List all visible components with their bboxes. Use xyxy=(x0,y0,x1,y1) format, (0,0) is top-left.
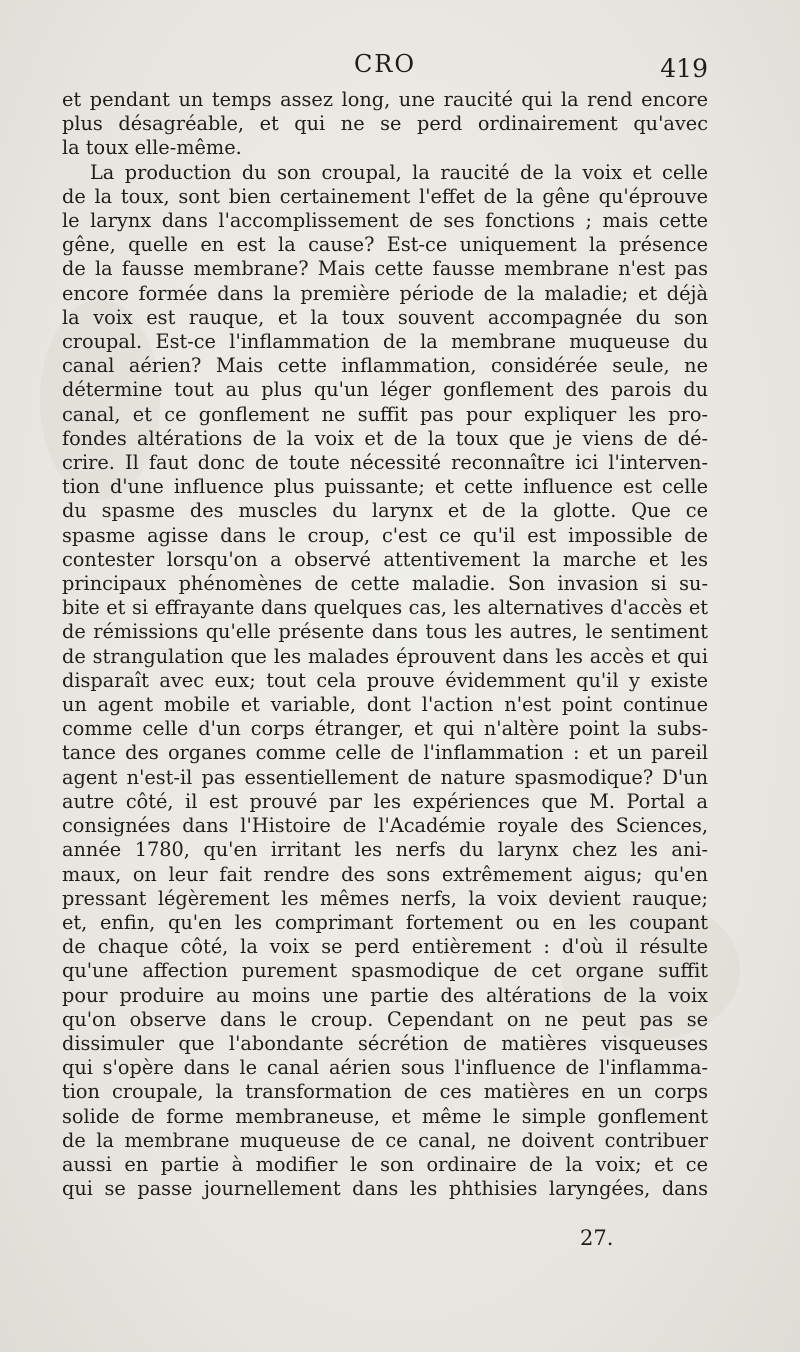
text-line: qui s'opère dans le canal aérien sous l'influence de l'inflamma- xyxy=(62,1056,708,1080)
text-line: tion croupale, la transformation de ces matières en un corps xyxy=(62,1080,708,1104)
text-line: qu'on observe dans le croup. Cependant on ne peut pas se xyxy=(62,1007,708,1031)
text-line: agent n'est-il pas essentiellement de nature spasmodique? D'un xyxy=(62,765,708,789)
text-line: principaux phénomènes de cette maladie. Son invasion si su- xyxy=(62,572,708,596)
text-line: un agent mobile et variable, dont l'action n'est point continue xyxy=(62,693,708,717)
text-line: et, enfin, qu'en les comprimant fortement ou en les coupant xyxy=(62,910,708,934)
text-line: plus désagréable, et qui ne se perd ordinairement qu'avec xyxy=(62,112,708,136)
text-line: La production du son croupal, la raucité de la voix et celle xyxy=(90,160,708,184)
text-line: maux, on leur fait rendre des sons extrêmement aigus; qu'en xyxy=(62,862,708,886)
text-line: la voix est rauque, et la toux souvent accompagnée du son xyxy=(62,305,708,329)
text-line: de rémissions qu'elle présente dans tous les autres, le sentiment xyxy=(62,620,708,644)
text-line: de la toux, sont bien certainement l'effet de la gêne qu'éprouve xyxy=(62,184,708,208)
text-line: qui se passe journellement dans les phthisies laryngées, dans xyxy=(62,1177,708,1201)
text-line: qu'une affection purement spasmodique de cet organe suffit xyxy=(62,959,708,983)
text-line: aussi en partie à modifier le son ordinaire de la voix; et ce xyxy=(62,1152,708,1176)
text-line: autre côté, il est prouvé par les expériences que M. Portal a xyxy=(62,789,708,813)
text-line: tance des organes comme celle de l'inflammation : et un pareil xyxy=(62,741,708,765)
signature-mark: 27. xyxy=(580,1226,614,1250)
text-line: canal, et ce gonflement ne suffit pas pour expliquer les pro- xyxy=(62,402,708,426)
text-line: consignées dans l'Histoire de l'Académie royale des Sciences, xyxy=(62,814,708,838)
text-line: de la membrane muqueuse de ce canal, ne doivent contribuer xyxy=(62,1128,708,1152)
text-line: de strangulation que les malades éprouvent dans les accès et qui xyxy=(62,644,708,668)
text-line: dissimuler que l'abondante sécrétion de matières visqueuses xyxy=(62,1031,708,1055)
page-number: 419 xyxy=(660,54,708,83)
text-line: le larynx dans l'accomplissement de ses fonctions ; mais cette xyxy=(62,209,708,233)
text-line: disparaît avec eux; tout cela prouve évidemment qu'il y existe xyxy=(62,668,708,692)
body-text xyxy=(62,88,708,1201)
text-line: fondes altérations de la voix et de la toux que je viens de dé- xyxy=(62,426,708,450)
text-line: tion d'une influence plus puissante; et cette influence est celle xyxy=(62,475,708,499)
text-line: solide de forme membraneuse, et même le simple gonflement xyxy=(62,1104,708,1128)
text-line: gêne, quelle en est la cause? Est-ce uniquement la présence xyxy=(62,233,708,257)
text-line: pressant légèrement les mêmes nerfs, la voix devient rauque; xyxy=(62,886,708,910)
text-line: spasme agisse dans le croup, c'est ce qu'il est impossible de xyxy=(62,523,708,547)
text-line: année 1780, qu'en irritant les nerfs du larynx chez les ani- xyxy=(62,838,708,862)
text-line: de chaque côté, la voix se perd entièrement : d'où il résulte xyxy=(62,935,708,959)
text-line: canal aérien? Mais cette inflammation, considérée seule, ne xyxy=(62,354,708,378)
text-line: du spasme des muscles du larynx et de la glotte. Que ce xyxy=(62,499,708,523)
text-line: et pendant un temps assez long, une raucité qui la rend encore xyxy=(62,88,708,111)
text-line: pour produire au moins une partie des altérations de la voix xyxy=(62,983,708,1007)
text-line: détermine tout au plus qu'un léger gonflement des parois du xyxy=(62,378,708,402)
running-head-title: CRO xyxy=(353,50,417,78)
text-line: comme celle d'un corps étranger, et qui n'altère point la subs- xyxy=(62,717,708,741)
running-header xyxy=(0,50,800,84)
text-line: contester lorsqu'on a observé attentivement la marche et les xyxy=(62,547,708,571)
text-line: la toux elle-même. xyxy=(62,136,242,160)
text-line: encore formée dans la première période de la maladie; et déjà xyxy=(62,281,708,305)
text-line: bite et si effrayante dans quelques cas, les alternatives d'accès et xyxy=(62,596,708,620)
text-line: de la fausse membrane? Mais cette fausse membrane n'est pas xyxy=(62,257,708,281)
text-line: croupal. Est-ce l'inflammation de la membrane muqueuse du xyxy=(62,330,708,354)
text-line: crire. Il faut donc de toute nécessité reconnaître ici l'interven- xyxy=(62,451,708,475)
